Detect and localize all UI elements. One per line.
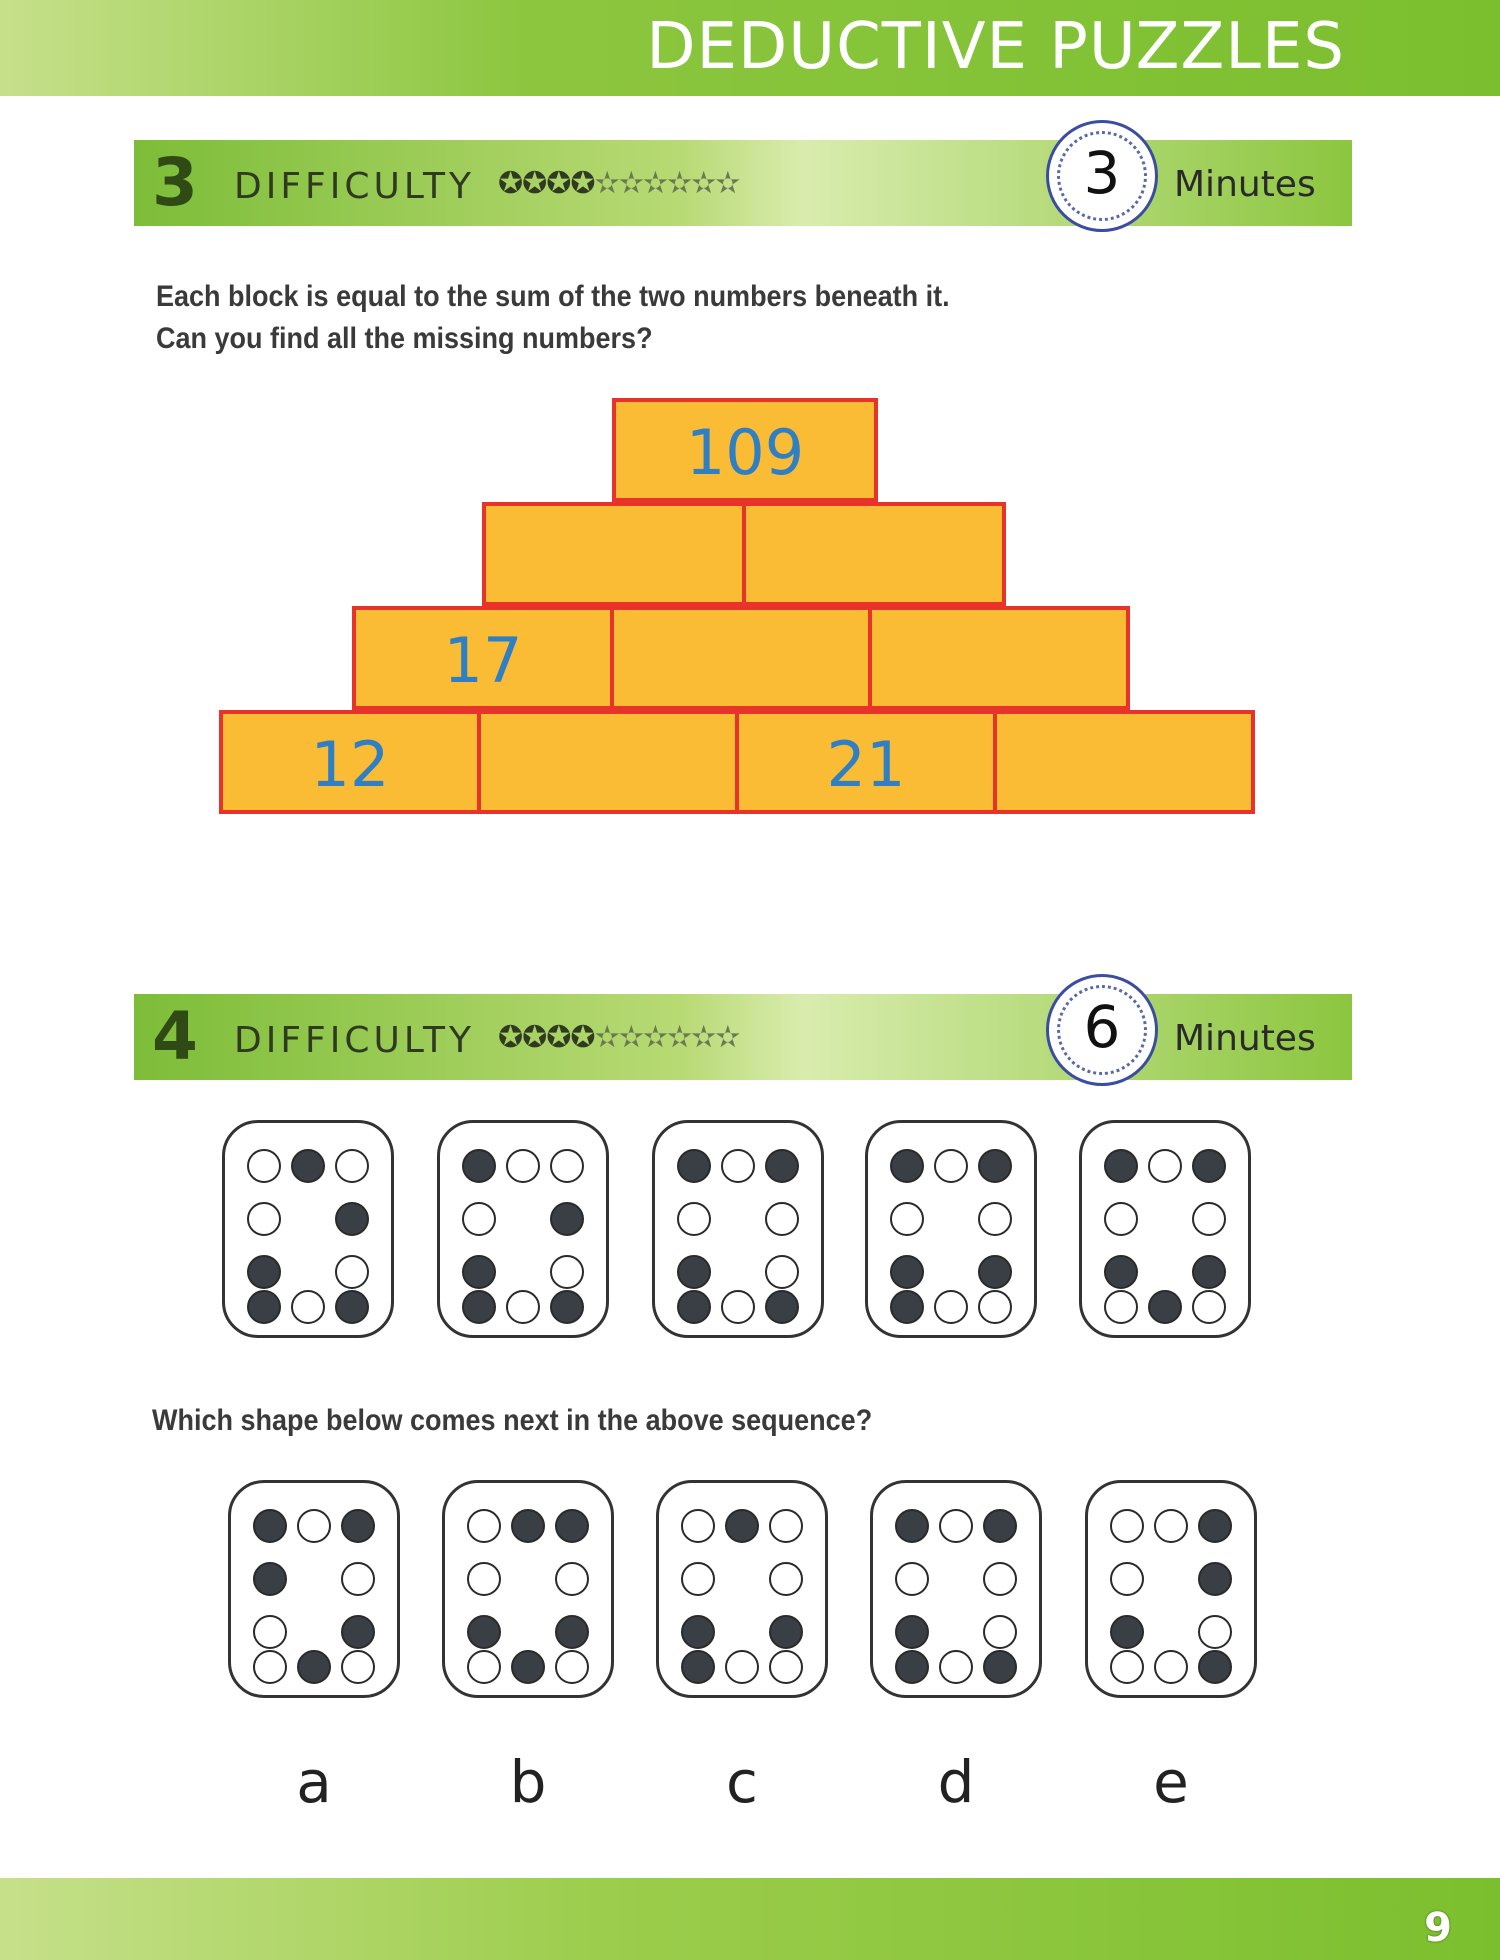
sequence-card: [1079, 1120, 1251, 1338]
filled-dot: [1192, 1255, 1226, 1289]
filled-dot: [1198, 1562, 1232, 1596]
filled-dot: [677, 1290, 711, 1324]
filled-dot: [511, 1650, 545, 1684]
filled-dot: [890, 1255, 924, 1289]
sequence-card: [652, 1120, 824, 1338]
filled-dot: [677, 1255, 711, 1289]
puzzle4-difficulty-bar: [134, 994, 1352, 1080]
pyramid-block[interactable]: [742, 502, 1006, 606]
puzzle3-time: 3: [1083, 139, 1121, 207]
empty-dot: [978, 1290, 1012, 1324]
filled-dot: [725, 1509, 759, 1543]
empty-dot: [978, 1202, 1012, 1236]
empty-dot: [721, 1149, 755, 1183]
option-label: a: [296, 1748, 332, 1816]
empty-dot: [1154, 1509, 1188, 1543]
difficulty-star-icon: ✪: [570, 167, 595, 200]
puzzle4-time: 6: [1083, 993, 1121, 1061]
filled-dot: [462, 1255, 496, 1289]
filled-dot: [335, 1290, 369, 1324]
puzzle3-difficulty-bar: [134, 140, 1352, 226]
empty-dot: [247, 1202, 281, 1236]
filled-dot: [983, 1650, 1017, 1684]
pyramid-block[interactable]: [352, 606, 614, 710]
difficulty-star-icon: ✪: [498, 167, 523, 200]
empty-dot: [895, 1562, 929, 1596]
pyramid-block[interactable]: [735, 710, 997, 814]
empty-dot: [769, 1509, 803, 1543]
difficulty-star-icon: ✫: [691, 1021, 716, 1054]
puzzle4-clock-icon: [1046, 974, 1158, 1086]
empty-dot: [939, 1509, 973, 1543]
filled-dot: [765, 1290, 799, 1324]
filled-dot: [1192, 1149, 1226, 1183]
page-title: DEDUCTIVE PUZZLES: [646, 10, 1345, 84]
filled-dot: [462, 1149, 496, 1183]
option-card[interactable]: [228, 1480, 400, 1698]
empty-dot: [335, 1149, 369, 1183]
puzzle3-difficulty-label: DIFFICULTY: [234, 166, 475, 207]
filled-dot: [1104, 1149, 1138, 1183]
empty-dot: [721, 1290, 755, 1324]
empty-dot: [550, 1255, 584, 1289]
empty-dot: [677, 1202, 711, 1236]
difficulty-star-icon: ✪: [546, 167, 571, 200]
filled-dot: [253, 1562, 287, 1596]
difficulty-star-icon: ✫: [666, 167, 692, 200]
empty-dot: [253, 1650, 287, 1684]
empty-dot: [555, 1650, 589, 1684]
filled-dot: [895, 1650, 929, 1684]
puzzle4-question: Which shape below comes next in the above sequence?: [152, 1404, 873, 1437]
filled-dot: [555, 1509, 589, 1543]
empty-dot: [681, 1562, 715, 1596]
empty-dot: [247, 1149, 281, 1183]
filled-dot: [550, 1202, 584, 1236]
filled-dot: [341, 1615, 375, 1649]
puzzle4-number: 4: [152, 998, 198, 1075]
empty-dot: [769, 1562, 803, 1596]
difficulty-star-icon: ✪: [498, 1021, 523, 1054]
empty-dot: [1110, 1509, 1144, 1543]
empty-dot: [890, 1202, 924, 1236]
filled-dot: [1198, 1650, 1232, 1684]
puzzle4-difficulty-stars: [498, 1020, 739, 1055]
empty-dot: [1192, 1202, 1226, 1236]
empty-dot: [1104, 1202, 1138, 1236]
empty-dot: [1192, 1290, 1226, 1324]
empty-dot: [1154, 1650, 1188, 1684]
filled-dot: [511, 1509, 545, 1543]
empty-dot: [1104, 1290, 1138, 1324]
empty-dot: [939, 1650, 973, 1684]
sequence-card: [437, 1120, 609, 1338]
pyramid-block-value: 17: [443, 624, 523, 697]
option-label: d: [937, 1748, 975, 1816]
empty-dot: [253, 1615, 287, 1649]
pyramid-block[interactable]: [993, 710, 1255, 814]
pyramid-block-value: 21: [826, 728, 906, 801]
puzzle3-instruction-1: Each block is equal to the sum of the two numbers beneath it.: [156, 280, 950, 313]
empty-dot: [725, 1650, 759, 1684]
pyramid-block[interactable]: [477, 710, 739, 814]
difficulty-star-icon: ✫: [594, 1021, 619, 1054]
filled-dot: [341, 1509, 375, 1543]
filled-dot: [1198, 1509, 1232, 1543]
puzzle3-instruction-2: Can you find all the missing numbers?: [156, 322, 653, 355]
filled-dot: [890, 1149, 924, 1183]
filled-dot: [677, 1149, 711, 1183]
puzzle3-clock-icon: [1046, 120, 1158, 232]
empty-dot: [681, 1509, 715, 1543]
pyramid-block[interactable]: [612, 398, 878, 502]
puzzle4-difficulty-label: DIFFICULTY: [234, 1020, 475, 1061]
empty-dot: [769, 1650, 803, 1684]
empty-dot: [550, 1149, 584, 1183]
sequence-card: [865, 1120, 1037, 1338]
filled-dot: [983, 1509, 1017, 1543]
empty-dot: [1198, 1615, 1232, 1649]
empty-dot: [1110, 1650, 1144, 1684]
filled-dot: [978, 1255, 1012, 1289]
filled-dot: [467, 1615, 501, 1649]
option-card[interactable]: [1085, 1480, 1257, 1698]
option-label: b: [509, 1748, 547, 1816]
difficulty-star-icon: ✪: [546, 1021, 571, 1054]
filled-dot: [550, 1290, 584, 1324]
filled-dot: [765, 1149, 799, 1183]
empty-dot: [341, 1650, 375, 1684]
filled-dot: [895, 1615, 929, 1649]
empty-dot: [467, 1509, 501, 1543]
empty-dot: [291, 1290, 325, 1324]
filled-dot: [1148, 1290, 1182, 1324]
empty-dot: [1110, 1562, 1144, 1596]
option-label: c: [726, 1748, 758, 1816]
pyramid-block-value: 12: [310, 728, 390, 801]
filled-dot: [681, 1650, 715, 1684]
difficulty-star-icon: ✫: [618, 1021, 643, 1054]
difficulty-star-icon: ✫: [642, 167, 667, 200]
filled-dot: [978, 1149, 1012, 1183]
difficulty-star-icon: ✪: [522, 1021, 547, 1054]
filled-dot: [1110, 1615, 1144, 1649]
pyramid-block[interactable]: [219, 710, 481, 814]
difficulty-star-icon: ✫: [642, 1021, 667, 1054]
filled-dot: [555, 1615, 589, 1649]
empty-dot: [335, 1255, 369, 1289]
empty-dot: [934, 1290, 968, 1324]
filled-dot: [462, 1290, 496, 1324]
filled-dot: [253, 1509, 287, 1543]
filled-dot: [895, 1509, 929, 1543]
filled-dot: [247, 1290, 281, 1324]
option-card[interactable]: [656, 1480, 828, 1698]
filled-dot: [890, 1290, 924, 1324]
empty-dot: [462, 1202, 496, 1236]
empty-dot: [506, 1149, 540, 1183]
empty-dot: [765, 1202, 799, 1236]
empty-dot: [934, 1149, 968, 1183]
empty-dot: [341, 1562, 375, 1596]
difficulty-star-icon: ✫: [618, 167, 643, 200]
filled-dot: [681, 1615, 715, 1649]
pyramid-block[interactable]: [610, 606, 872, 710]
empty-dot: [983, 1562, 1017, 1596]
filled-dot: [335, 1202, 369, 1236]
empty-dot: [555, 1562, 589, 1596]
empty-dot: [467, 1562, 501, 1596]
difficulty-star-icon: ✫: [691, 167, 716, 200]
bottom-banner: [0, 1878, 1500, 1960]
empty-dot: [1148, 1149, 1182, 1183]
puzzle3-number: 3: [152, 144, 198, 221]
pyramid-block[interactable]: [482, 502, 746, 606]
filled-dot: [297, 1650, 331, 1684]
pyramid-block[interactable]: [868, 606, 1130, 710]
empty-dot: [506, 1290, 540, 1324]
difficulty-star-icon: ✪: [522, 167, 547, 200]
puzzle3-difficulty-stars: [498, 166, 739, 201]
empty-dot: [765, 1255, 799, 1289]
sequence-card: [222, 1120, 394, 1338]
option-card[interactable]: [442, 1480, 614, 1698]
difficulty-star-icon: ✫: [715, 1021, 740, 1054]
page-number: 9: [1424, 1905, 1452, 1951]
filled-dot: [291, 1149, 325, 1183]
difficulty-star-icon: ✫: [715, 167, 740, 200]
difficulty-star-icon: ✫: [666, 1021, 692, 1054]
empty-dot: [467, 1650, 501, 1684]
option-label: e: [1153, 1748, 1189, 1816]
empty-dot: [297, 1509, 331, 1543]
pyramid-block-value: 109: [685, 416, 805, 489]
puzzle4-time-unit: Minutes: [1174, 1018, 1316, 1059]
filled-dot: [769, 1615, 803, 1649]
option-card[interactable]: [870, 1480, 1042, 1698]
filled-dot: [1104, 1255, 1138, 1289]
empty-dot: [983, 1615, 1017, 1649]
filled-dot: [247, 1255, 281, 1289]
difficulty-star-icon: ✫: [594, 167, 619, 200]
difficulty-star-icon: ✪: [570, 1021, 595, 1054]
puzzle3-time-unit: Minutes: [1174, 164, 1316, 205]
